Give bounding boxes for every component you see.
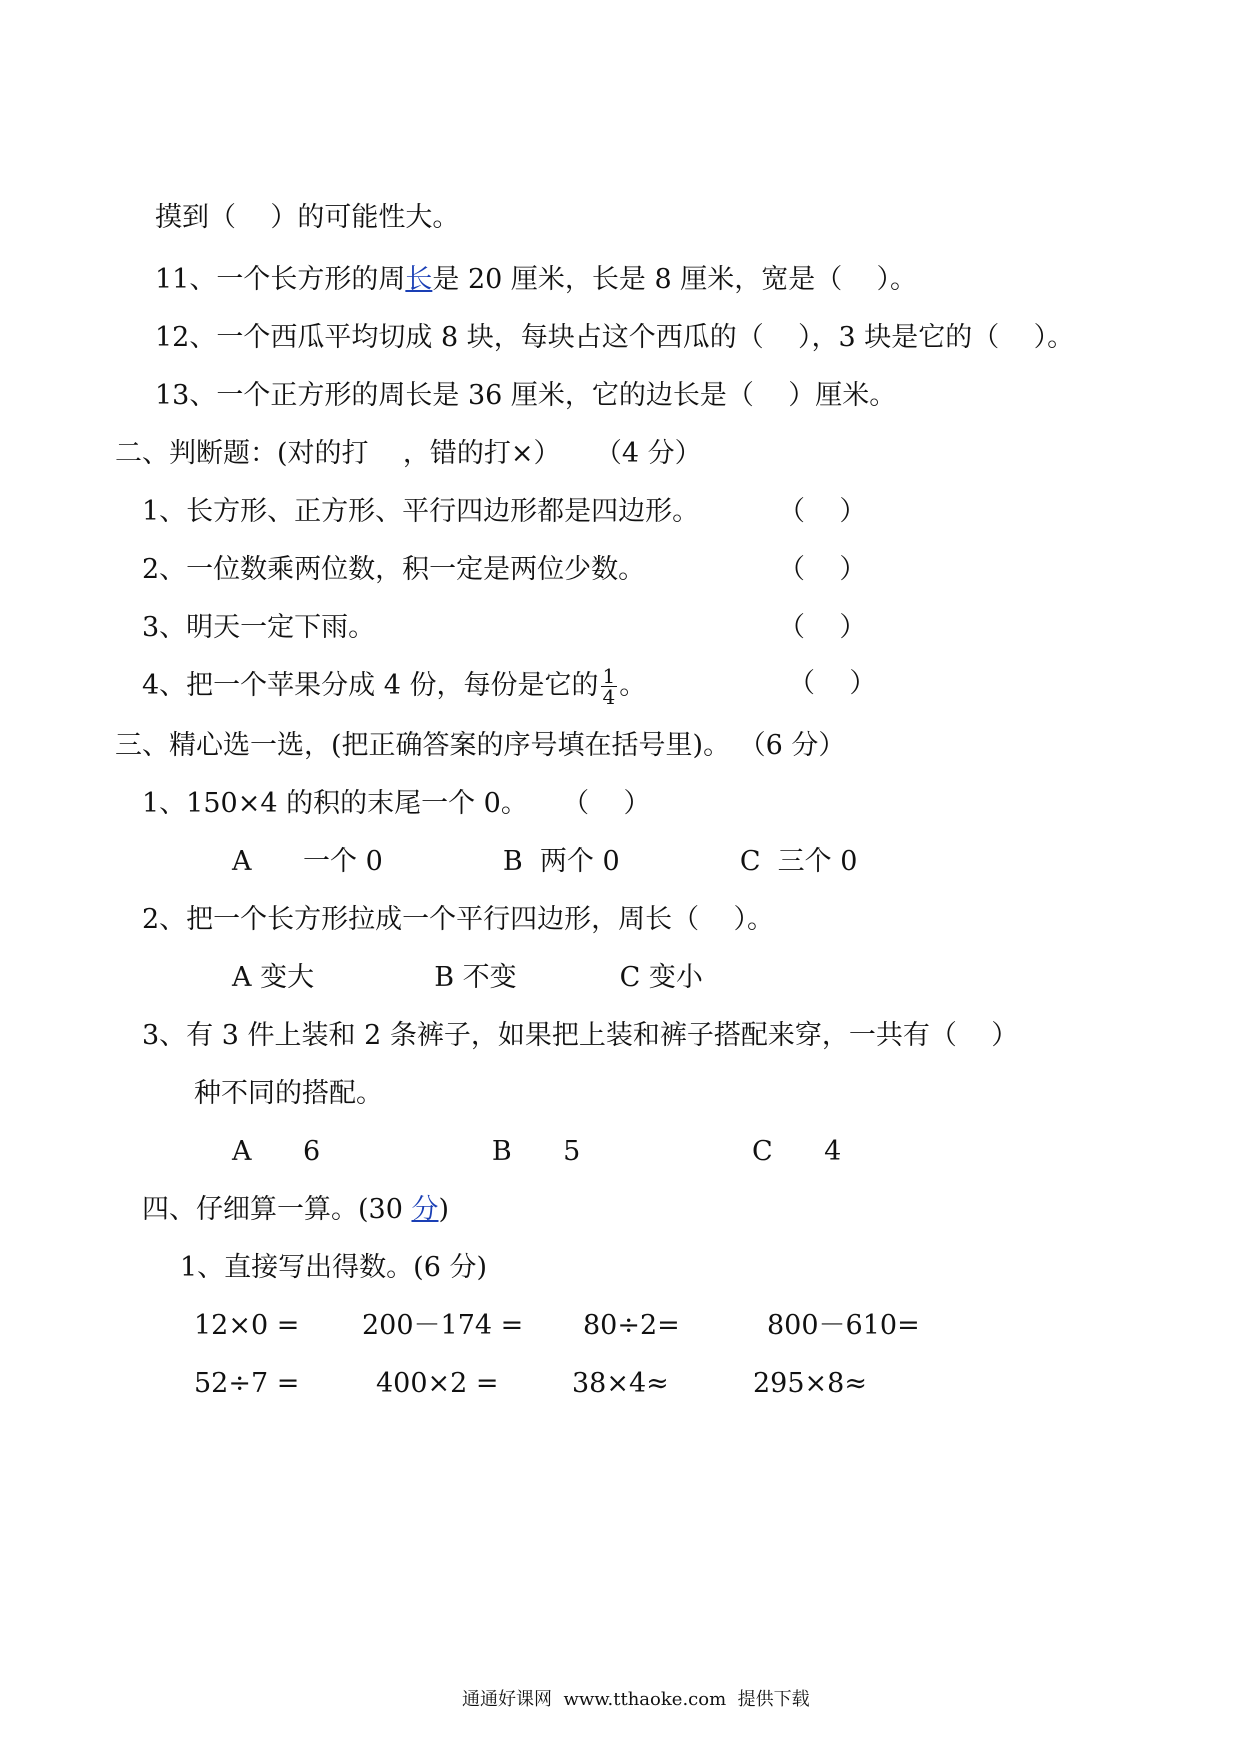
choice-1-options: A 一个 0 B 两个 0 C 三个 0: [232, 846, 858, 877]
choice-3: 3、有 3 件上装和 2 条裤子，如果把上装和裤子搭配来穿，一共有（ ）: [142, 1020, 1019, 1051]
question-11-link[interactable]: 长: [405, 264, 433, 295]
section-3-heading: 三、精心选一选，(把正确答案的序号填在括号里)。 （6 分）: [115, 730, 846, 761]
judge-3: 3、明天一定下雨。: [142, 612, 376, 643]
judge-4-paren: （ ）: [788, 668, 877, 699]
question-11-text-b: 是 20 厘米，长是 8 厘米，宽是（ ）。: [432, 264, 918, 295]
calc-item: 80÷2=: [583, 1310, 680, 1341]
page-footer: 通通好课网 www.tthaoke.com 提供下载: [462, 1689, 810, 1710]
choice-2-options: A 变大 B 不变 C 变小: [232, 962, 703, 993]
judge-3-paren: （ ）: [778, 612, 867, 643]
section-4-text-b: ): [438, 1194, 450, 1225]
judge-1-paren: （ ）: [778, 496, 867, 527]
judge-2: 2、一位数乘两位数，积一定是两位少数。: [142, 554, 646, 585]
judge-2-paren: （ ）: [778, 554, 867, 585]
question-13: 13、一个正方形的周长是 36 厘米，它的边长是（ ）厘米。: [155, 380, 897, 411]
choice-3-continued: 种不同的搭配。: [194, 1078, 383, 1109]
judge-4: [142, 666, 646, 707]
section-2-heading: 二、判断题：(对的打 ，错的打×） （4 分）: [115, 438, 702, 469]
section-4-link[interactable]: 分: [411, 1194, 439, 1225]
question-11-text-a: 11、一个长方形的周: [155, 264, 406, 295]
judge-4-text-a: 4、把一个苹果分成 4 份，每份是它的: [142, 670, 599, 701]
calc-item: 800－610=: [767, 1310, 920, 1341]
fraction-numerator: 1: [602, 664, 616, 688]
calc-item: 200－174 =: [362, 1310, 524, 1341]
calc-item: 295×8≈: [753, 1368, 867, 1399]
question-12: 12、一个西瓜平均切成 8 块，每块占这个西瓜的（ ），3 块是它的（ ）。: [155, 322, 1075, 353]
calc-item: 12×0 =: [194, 1310, 300, 1341]
line-q10-tail: 摸到（ ）的可能性大。: [155, 202, 460, 233]
fraction-denominator: 4: [602, 685, 616, 709]
calc-item: 38×4≈: [572, 1368, 669, 1399]
choice-2: 2、把一个长方形拉成一个平行四边形，周长（ ）。: [142, 904, 775, 935]
calc-item: 52÷7 =: [194, 1368, 300, 1399]
calc-item: 400×2 =: [376, 1368, 499, 1399]
section-4-part-1: 1、直接写出得数。(6 分): [180, 1252, 488, 1283]
question-11: [155, 262, 917, 298]
judge-4-text-b: 。: [619, 670, 647, 701]
choice-3-options: A 6 B 5 C 4: [232, 1136, 842, 1167]
judge-1: 1、长方形、正方形、平行四边形都是四边形。: [142, 496, 700, 527]
section-4-heading: [142, 1192, 449, 1228]
fraction-one-quarter: [601, 666, 618, 707]
choice-1: 1、150×4 的积的末尾一个 0。 （ ）: [142, 788, 651, 819]
section-4-text-a: 四、仔细算一算。(30: [142, 1194, 412, 1225]
